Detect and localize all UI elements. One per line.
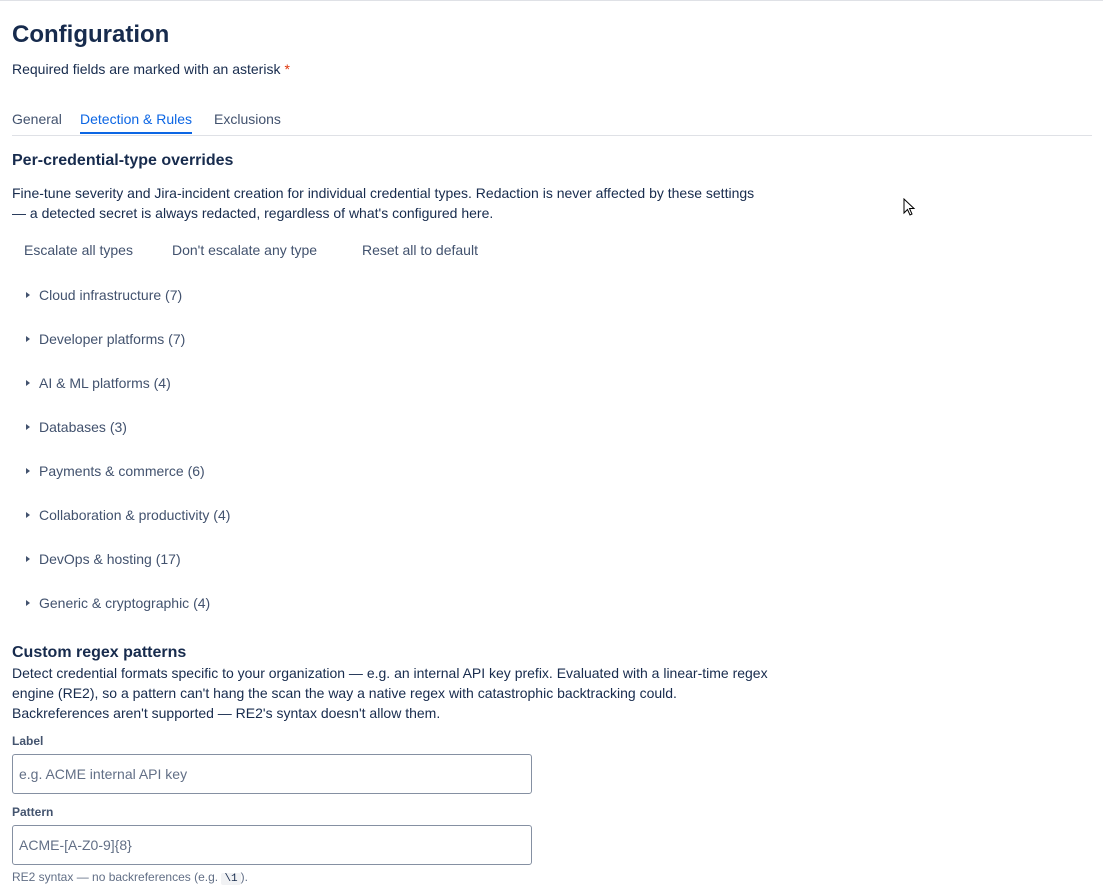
mouse-pointer-icon <box>903 198 917 218</box>
required-note-text: Required fields are marked with an asterisk <box>12 61 281 77</box>
pattern-regex-input[interactable] <box>12 825 532 865</box>
escalate-all-button[interactable]: Escalate all types <box>24 242 133 258</box>
help-prefix: RE2 syntax — no backreferences (e.g. <box>12 870 222 884</box>
tab-general[interactable]: General <box>12 111 62 127</box>
group-ai-ml-platforms[interactable] <box>26 373 171 393</box>
group-payments-commerce[interactable] <box>26 461 205 481</box>
tab-exclusions[interactable]: Exclusions <box>214 111 281 127</box>
group-label: AI & ML platforms (4) <box>39 375 171 391</box>
caret-right-icon <box>26 424 30 430</box>
caret-right-icon <box>26 512 30 518</box>
group-label: Databases (3) <box>39 419 127 435</box>
group-devops-hosting[interactable] <box>26 549 181 569</box>
caret-right-icon <box>26 600 30 606</box>
custom-patterns-description: Detect credential formats specific to your organization — e.g. an internal API key prefix. Evaluated with a linear-time regex engine (RE2), so a pattern can't hang the scan the way a native regex with catastrophic backtracking could. Backreferences aren't supported — RE2's syntax doesn't allow them. <box>12 665 768 721</box>
help-suffix: ). <box>240 870 248 884</box>
overrides-description: Fine-tune severity and Jira-incident creation for individual credential types. Redaction is never affected by these settings — a detected secret is always redacted, regardless of what's configured here. <box>12 185 755 221</box>
group-label: Developer platforms (7) <box>39 331 186 347</box>
group-cloud-infrastructure[interactable] <box>26 285 182 305</box>
help-code-sample: \1 <box>221 873 240 885</box>
caret-right-icon <box>26 556 30 562</box>
overrides-heading: Per-credential-type overrides <box>12 152 234 169</box>
custom-patterns-heading: Custom regex patterns <box>12 644 187 661</box>
pattern-help-text <box>12 870 248 885</box>
page-title: Configuration <box>12 21 170 48</box>
group-databases[interactable] <box>26 417 127 437</box>
reset-all-button[interactable]: Reset all to default <box>362 242 478 258</box>
tab-detection-rules[interactable]: Detection & Rules <box>80 110 192 134</box>
group-generic-cryptographic[interactable] <box>26 593 210 613</box>
group-developer-platforms[interactable] <box>26 329 185 349</box>
group-label: DevOps & hosting (17) <box>39 551 181 567</box>
pattern-field-label: Pattern <box>12 805 54 819</box>
label-field-label: Label <box>12 734 44 748</box>
group-label: Cloud infrastructure (7) <box>39 287 183 303</box>
group-label: Generic & cryptographic (4) <box>39 595 211 611</box>
required-asterisk: * <box>284 61 290 77</box>
caret-right-icon <box>26 380 30 386</box>
group-label: Collaboration & productivity (4) <box>39 507 231 523</box>
pattern-label-input[interactable] <box>12 754 532 794</box>
tab-bar <box>12 110 1092 136</box>
dont-escalate-button[interactable]: Don't escalate any type <box>172 242 318 258</box>
caret-right-icon <box>26 336 30 342</box>
group-collaboration-productivity[interactable] <box>26 505 230 525</box>
group-label: Payments & commerce (6) <box>39 463 205 479</box>
caret-right-icon <box>26 292 30 298</box>
required-fields-note <box>12 61 290 77</box>
caret-right-icon <box>26 468 30 474</box>
top-divider <box>0 0 1103 1</box>
